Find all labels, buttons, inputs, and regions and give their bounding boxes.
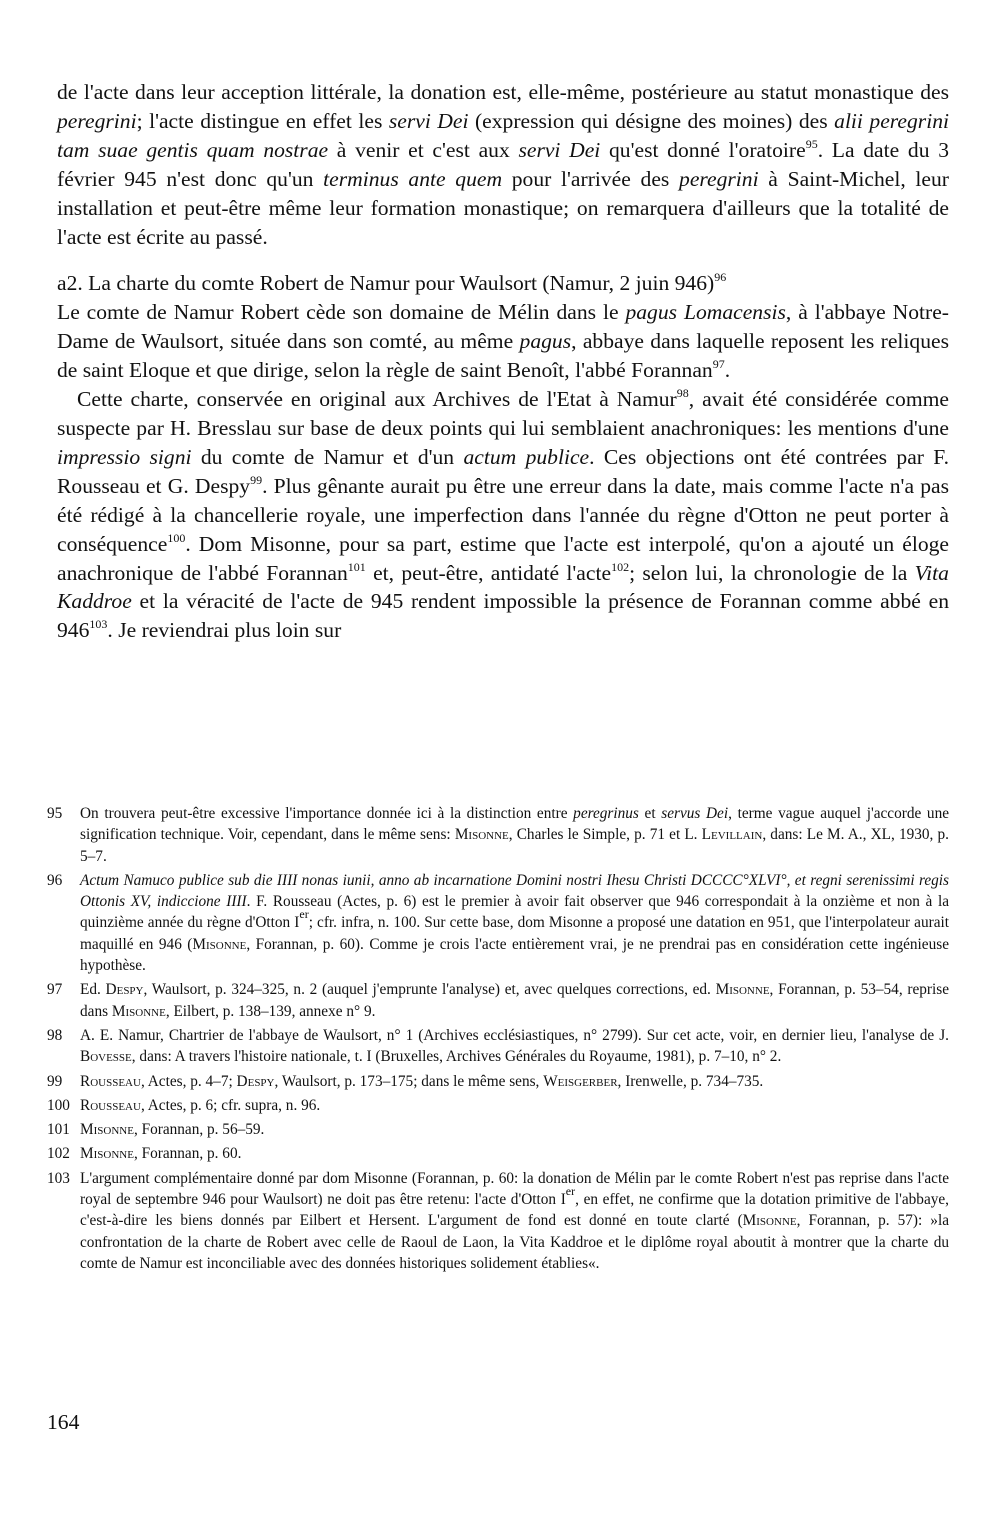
footnote-number: 97 [47,981,63,999]
footnote-reference: 102 [611,559,630,574]
text-run: , dans: A travers l'histoire nationale, t. I (Bruxelles, Archives Générales du Royaume, 1981), p. 7–10, n° 2. [131,1048,782,1066]
footnote [47,1095,949,1116]
author-name: Misonne [80,1145,134,1163]
text-run: ; l'acte distingue en effet les [136,108,389,133]
author-name: Misonne [715,981,770,999]
footnote-reference: 96 [714,270,727,285]
page-number: 164 [47,1410,80,1434]
author-name: Weisgerber [543,1072,618,1090]
footnote-reference: er [299,907,309,922]
footnote-text [80,870,949,976]
text-run: . La date du 3 février 945 n'est donc qu'un [57,137,949,191]
text-run: (expression qui désigne des moines) des [468,108,835,133]
footnote-text [80,979,949,1022]
footnote-reference: 98 [676,386,689,401]
footnote-text [80,1071,949,1092]
italic-text: servi Dei [518,137,601,162]
footnote-number: 98 [47,1026,63,1044]
italic-text: pagus Lomacensis [625,300,786,325]
text-run: Le comte de Namur Robert cède son domaine de Mélin dans le [57,300,626,325]
text-run: . Dom Misonne, pour sa part, estime que l'acte est interpolé, qu'on a ajouté un éloge anachronique de l'abbé Forannan [57,531,949,585]
paragraph [57,385,949,645]
footnote-text [80,1143,949,1164]
author-name: Bovesse [80,1048,132,1066]
footnote-number: 99 [47,1072,63,1090]
text-run: A. E. Namur, Chartrier de l'abbaye de Waulsort, n° 1 (Archives ecclésiastiques, n° 2799). Sur cet acte, voir, en dernier lieu, l'analyse de J. [80,1026,949,1044]
footnote-text [80,1119,949,1140]
text-run: . F. Rousseau (Actes, p. 6) est le premier à avoir fait observer que 946 correspondait à la onzième et non à la quinzième année du règne d'Otton I [80,893,949,932]
text-run: . Je reviendrai plus loin sur [107,618,342,643]
text-run: et la véracité de l'acte de 945 rendent impossible la présence de Forannan comme abbé en 946 [57,589,949,643]
footnote [47,1168,949,1274]
italic-text: terminus ante quem [323,166,503,191]
text-run: , Waulsort, p. 173–175; dans le même sens, [274,1072,544,1090]
italic-text: alii peregrini tam suae gentis quam nostrae [57,108,949,162]
footnote-number: 100 [47,1096,70,1114]
text-run: , en effet, ne confirme que la dotation primitive de l'abbaye, c'est-à-dire les biens donnés par Eilbert et Hersent. L'argument de fond est donné en toute clarté ( [80,1191,950,1230]
section-heading [57,269,949,298]
footnote-reference: er [565,1184,576,1199]
text-run: L'argument complémentaire donné par dom Misonne (Forannan, p. 60: la donation de Mélin par le comte Robert n'est pas reprise dans l'acte royal de septembre 946 pour Waulsort) ne doit pas être retenu: l'acte d'Otton I [80,1169,949,1209]
footnote [47,1025,949,1068]
text-run: , à l'abbaye Notre-Dame de Waulsort, située dans son comté, au même [57,300,949,354]
footnote [47,870,949,976]
text-run: On trouvera peut-être excessive l'importance donnée ici à la distinction entre [80,805,574,822]
author-name: Misonne [80,1121,134,1139]
text-run: , Forannan, p. 57): »la confrontation de la charte de Robert avec celle de Raoul de Laon, la Vita Kaddroe et le diplôme royal aboutit à montrer que la charte du comte de Namur est inconciliable avec des données historiques solidement établies«. [80,1212,949,1272]
text-run: du comte de Namur et d'un [191,444,464,469]
text-run: qu'est donné l'oratoire [600,137,806,162]
footnote-reference: 103 [89,617,108,632]
footnote [47,803,949,867]
section-gap [57,251,949,269]
footnote-number: 101 [47,1121,70,1139]
footnote-text [80,803,949,867]
author-name: Levillain [701,826,763,844]
italic-text: servi Dei [388,108,469,133]
text-run: , Forannan, p. 53–54, reprise dans [80,981,949,1020]
text-run: et, peut-être, antidaté l'acte [365,560,612,585]
footnotes [47,803,949,1277]
text-run: Ed. [80,981,106,999]
footnote [47,1119,949,1140]
footnote-reference: 95 [805,136,818,151]
text-run: à Saint-Michel, leur installation et peut-être même leur formation monastique; on remarquera d'ailleurs que la totalité de l'acte est écrite au passé. [57,166,949,249]
footnote [47,979,949,1022]
author-name: Misonne [111,1002,166,1020]
author-name: Despy [236,1072,275,1090]
main-text [57,78,949,645]
footnote-reference: 97 [712,357,725,372]
text-run: , avait été considérée comme suspecte par H. Bresslau sur base de deux points qui lui semblaient anachroniques: les mentions d'une [57,387,949,440]
text-run: , Forannan, p. 56–59. [133,1121,265,1139]
text-run: , Eilbert, p. 138–139, annexe n° 9. [165,1002,376,1020]
text-run: pour l'arrivée des [502,166,680,191]
text-run: et [638,805,662,822]
footnote-number: 102 [47,1145,70,1163]
author-name: Misonne [192,935,247,953]
footnote-text [80,1025,949,1068]
text-run: . Ces objections ont été contrées par F. Rousseau et G. Despy [57,444,949,498]
text-run: , abbaye dans laquelle reposent les reliques de saint Eloque et que dirige, selon la règle de saint Benoît, l'abbé Forannan [57,329,949,383]
text-run: , Forannan, p. 60. [133,1145,242,1163]
italic-text: impressio signi [57,444,192,469]
italic-text: pagus [519,329,572,354]
footnote-number: 95 [47,805,63,822]
footnote [47,1071,949,1092]
text-run: de l'acte dans leur acception littérale, la donation est, elle-même, postérieure au statut monastique des [57,80,949,104]
footnote-reference: 99 [250,472,263,487]
footnote-text [80,1095,949,1116]
author-name: Despy [105,981,144,999]
italic-text: peregrini [679,166,759,191]
italic-text: actum publice [463,444,590,469]
author-name: Misonne [454,826,509,844]
author-name: Rousseau [80,1072,141,1090]
text-run: , Charles le Simple, p. 71 et L. [508,826,702,844]
text-run: . Plus gênante aurait pu être une erreur dans la date, mais comme l'acte n'a pas été rédigé à la chancellerie royale, une imperfection dans l'année du règne d'Otton ne peut porter à conséquence [57,473,949,556]
italic-text: peregrini [57,108,137,133]
footnote-number: 103 [47,1169,70,1187]
footnote-text [80,1168,949,1274]
text-run: , dans: Le M. A., XL, 1930, p. 5–7. [80,826,949,865]
text-run: , Actes, p. 6; cfr. supra, n. 96. [140,1096,321,1114]
author-name: Rousseau [80,1096,141,1114]
text-run: ; selon lui, la chronologie de la [629,560,915,585]
footnote-number: 96 [47,871,63,889]
italic-text: Actum Namuco publice sub die IIII nonas iunii, anno ab incarnatione Domini nostri Ihesu Christi DCCCC°XLVI°, et regni serenissimi regis Ottonis XV, indiccione IIII [80,871,949,911]
author-name: Misonne [742,1212,797,1230]
text-run: , Irenwelle, p. 734–735. [617,1072,764,1090]
paragraph [57,78,949,251]
italic-text: peregrinus [573,805,639,822]
text-run: Cette charte, conservée en original aux Archives de l'Etat à Namur [77,387,677,412]
italic-text: servus Dei [661,805,729,822]
text-run: a2. La charte du comte Robert de Namur pour Waulsort (Namur, 2 juin 946) [57,271,715,296]
text-run: , Forannan, p. 60). Comme je crois l'acte entièrement vrai, je ne prendrai pas en considération cette ingénieuse hypothèse. [80,935,949,975]
text-run: , Actes, p. 4–7; [140,1072,237,1090]
footnote-reference: 101 [347,559,366,574]
italic-text: Vita Kaddroe [57,560,949,614]
footnote [47,1143,949,1164]
footnote-reference: 100 [167,530,186,545]
text-run: . [724,358,731,383]
paragraph [57,298,949,385]
text-run: , Waulsort, p. 324–325, n. 2 (auquel j'emprunte l'analyse) et, avec quelques corrections, ed. [143,981,716,999]
text-run: , terme vague auquel j'accorde une signification technique. Voir, cependant, dans le même sens: [80,805,950,844]
text-run: ; cfr. infra, n. 100. Sur cette base, dom Misonne a proposé une datation en 951, que l'interpolateur aurait maquillé en 946 ( [80,914,949,953]
text-run: à venir et c'est aux [328,137,519,162]
page-body [57,78,949,645]
